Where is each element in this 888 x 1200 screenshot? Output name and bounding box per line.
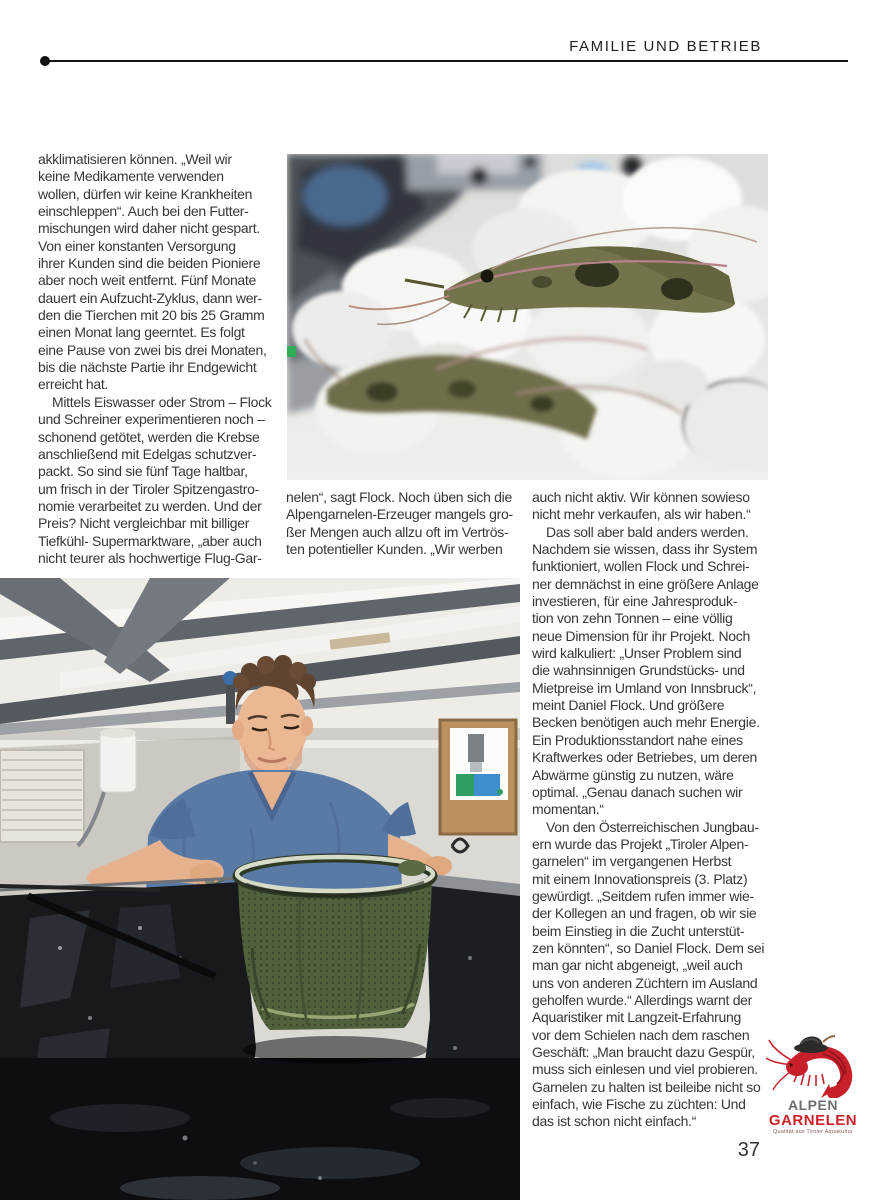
text-line: beim Einstieg in die Zucht unterstüt- — [532, 922, 745, 939]
text-line: muss sich einlesen und viel probieren. — [532, 1061, 758, 1078]
text-line: Abwärme günstig zu nutzen, wäre — [532, 766, 734, 783]
text-line: mischungen wird daher nicht gespart. — [38, 220, 260, 237]
text-line: Alpengarnelen-Erzeuger mangels gro- — [286, 506, 513, 523]
text-line: ten potentieller Kunden. „Wir werben — [286, 541, 503, 558]
text-line: neue Dimension für ihr Projekt. Noch — [532, 627, 750, 644]
text-line: ner demnächst in eine größere Anlage — [532, 575, 759, 592]
text-line: akklimatisieren können. „Weil wir — [38, 151, 232, 167]
text-line: nicht mehr verkaufen, als wir haben.“ — [532, 506, 751, 523]
text-line: die wahnsinnigen Grundstücks- und — [532, 662, 745, 679]
text-line: Garnelen zu halten ist beileibe nicht so — [532, 1078, 761, 1095]
shrimp-on-ice-illustration — [287, 154, 768, 480]
page-header-title: FAMILIE UND BETRIEB — [569, 38, 762, 55]
text-line: ßer Mengen auch allzu oft im Vertrös- — [286, 523, 509, 540]
page-number: 37 — [737, 1139, 760, 1161]
text-line: wollen, dürfen wir keine Krankheiten — [38, 185, 253, 202]
photo-man-with-net — [0, 578, 520, 1200]
text-line: nelen“, sagt Flock. Noch üben sich die — [286, 489, 512, 505]
text-line: nicht teurer als hochwertige Flug-Gar- — [38, 549, 262, 566]
text-line: funktioniert, wollen Flock und Schrei- — [532, 558, 750, 575]
text-line: optimal. „Genau danach suchen wir — [532, 783, 743, 800]
text-line: ern wurde das Projekt „Tiroler Alpen- — [532, 835, 749, 852]
text-line: garnelen“ im vergangenen Herbst — [532, 853, 732, 870]
text-line: anschließend mit Edelgas schutzver- — [38, 445, 257, 462]
text-line: Aquaristiker mit Langzeit-Erfahrung — [532, 1009, 741, 1026]
text-line: einschleppen“. Auch bei den Futter- — [38, 203, 249, 220]
text-line: erreicht hat. — [38, 376, 109, 393]
text-line: packt. So sind sie fünf Tage haltbar, — [38, 463, 248, 480]
article-column-middle — [286, 489, 522, 558]
text-line: und Schreiner experimentieren noch – — [38, 411, 265, 428]
text-line: man gar nicht abgeneigt, „weil auch — [532, 957, 743, 974]
shrimp-with-hat-icon — [765, 1032, 861, 1098]
text-line: ihrer Kunden sind die beiden Pioniere — [38, 255, 261, 272]
text-line: Tiefkühl- Supermarktware, „aber auch — [38, 532, 262, 549]
text-line: zen könnten“, so Daniel Flock. Dem sei — [532, 939, 765, 956]
text-line: nomie verarbeitet zu werden. Und der — [38, 497, 262, 514]
text-line: wird kalkuliert: „Unser Problem sind — [532, 645, 742, 662]
text-line: um frisch in der Tiroler Spitzengastro- — [38, 480, 259, 497]
text-line: Nachdem sie wissen, dass ihr System — [532, 541, 758, 558]
article-column-right — [532, 489, 768, 1131]
text-line: Ein Produktionsstandort nahe eines — [532, 731, 743, 748]
text-line: Preis? Nicht vergleichbar mit billiger — [38, 515, 250, 532]
alpen-garnelen-logo — [758, 1032, 868, 1136]
text-line: investieren, für eine Jahresproduk- — [532, 593, 738, 610]
text-line: schonend getötet, werden die Krebse — [38, 428, 260, 445]
logo-tagline: Qualität aus Tiroler Aquakultur — [773, 1129, 853, 1135]
text-line: Mietpreise im Umland von Innsbruck“, — [532, 679, 757, 696]
photo-shrimp-on-ice — [287, 154, 768, 480]
text-line: Geschäft: „Man braucht dazu Gespür, — [532, 1044, 755, 1060]
logo-text-garnelen: GARNELEN — [768, 1112, 858, 1129]
text-line: meint Daniel Flock. Und größere — [532, 697, 725, 714]
logo-text-alpen: ALPEN — [788, 1097, 838, 1113]
text-line: mit einem Innovationspreis (3. Platz) — [532, 870, 748, 887]
text-line: den die Tierchen mit 20 bis 25 Gramm — [38, 307, 265, 324]
text-line: aber noch weit entfernt. Fünf Monate — [38, 272, 256, 289]
header-rule — [45, 60, 848, 62]
text-line: Das soll aber bald anders werden. — [546, 523, 749, 540]
text-line: geholfen wurde.“ Allerdings warnt der — [532, 991, 753, 1008]
article-column-left — [38, 151, 274, 567]
text-line: keine Medikamente verwenden — [38, 168, 224, 185]
text-line: Von einer konstanten Versorgung — [38, 237, 236, 254]
text-line: tion von zehn Tonnen – eine völlig — [532, 610, 733, 627]
text-line: Von den Österreichischen Jungbau- — [546, 818, 759, 835]
text-line: vor dem Schielen nach dem raschen — [532, 1026, 750, 1043]
text-line: Becken benötigen auch mehr Energie. — [532, 714, 760, 731]
text-line: das ist schon nicht einfach.“ — [532, 1113, 697, 1130]
text-line: eine Pause von zwei bis drei Monaten, — [38, 341, 267, 358]
text-line: gewürdigt. „Seitdem rufen immer wie- — [532, 887, 754, 904]
text-line: einen Monat lang geerntet. Es folgt — [38, 324, 245, 341]
text-line: dauert ein Aufzucht-Zyklus, dann wer- — [38, 289, 262, 306]
text-line: der Kollegen an und fragen, ob wir sie — [532, 905, 757, 922]
text-line: momentan.“ — [532, 801, 604, 818]
text-line: Kraftwerkes oder Betriebes, um deren — [532, 749, 757, 766]
text-line: auch nicht aktiv. Wir können sowieso — [532, 489, 750, 505]
text-line: uns von anderen Züchtern im Ausland — [532, 974, 758, 991]
man-with-net-illustration — [0, 578, 520, 1200]
text-line: Mittels Eiswasser oder Strom – Flock — [52, 393, 272, 410]
text-line: bis die nächste Partie ihr Endgewicht — [38, 359, 257, 376]
text-line: einfach, wie Fische zu züchten: Und — [532, 1096, 746, 1113]
